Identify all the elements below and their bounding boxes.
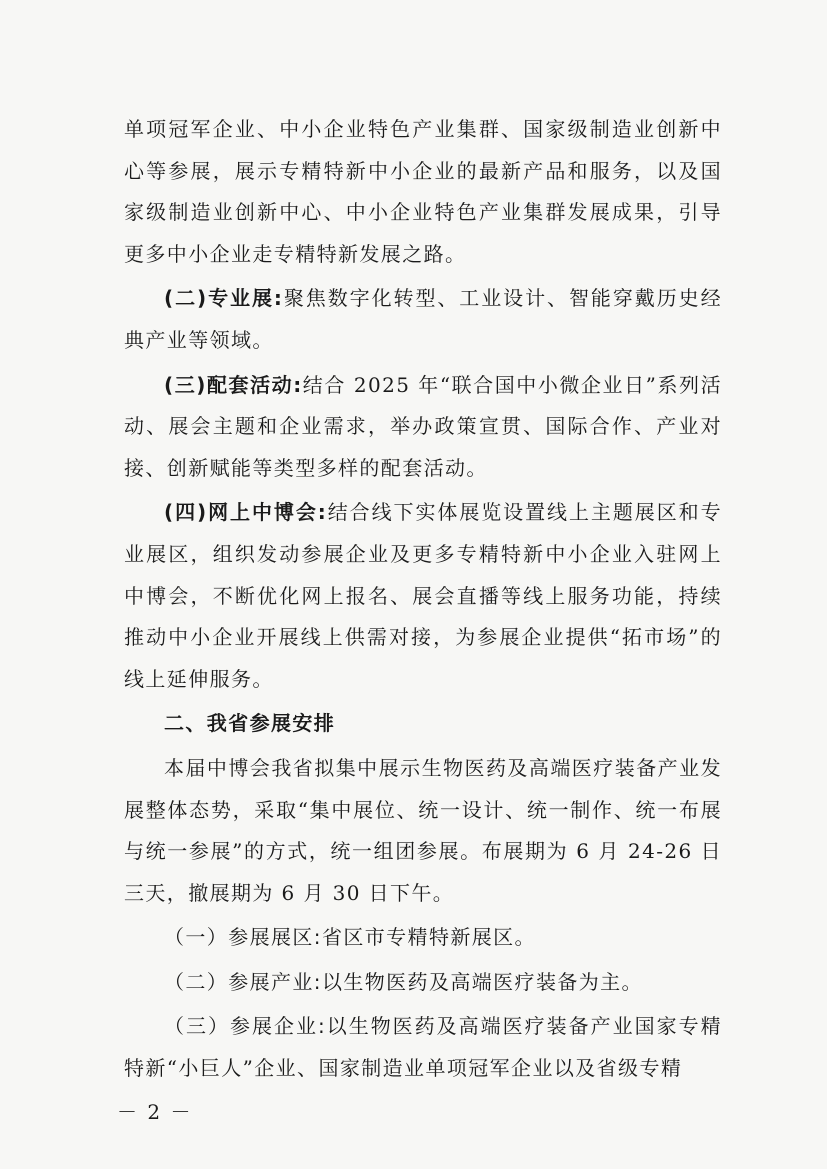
paragraph-exhibition-zone [124, 917, 722, 959]
paragraph-exhibiting-companies [124, 1006, 722, 1089]
sub-lead-exhibition-industry: （二）参展产业: [164, 969, 322, 994]
paragraph-online-expo [124, 492, 722, 700]
document-body [124, 109, 722, 1090]
item-text-online-expo: 结合线下实体展览设置线上主题展区和专业展区，组织发动参展企业及更多专精特新中小企业入驻网上中博会，不断优化网上报名、展会直播等线上服务功能，持续推动中小企业开展线上供需对接，为参展企业提供“拓市场”的线上延伸服务。 [124, 500, 722, 691]
page-number: － 2 － [117, 1100, 193, 1124]
sub-lead-exhibition-zone: （一）参展展区: [164, 925, 322, 950]
paragraph-continuation: 单项冠军企业、中小企业特色产业集群、国家级制造业创新中心等参展，展示专精特新中小企业的最新产品和服务，以及国家级制造业创新中心、中小企业特色产业集群发展成果，引导更多中小企业走专精特新发展之路。 [124, 117, 722, 266]
paragraph-professional-exhibition [124, 278, 722, 361]
paragraph-supporting-activities [124, 365, 722, 490]
item-lead-online-expo: (四)网上中博会: [164, 500, 328, 525]
item-text-professional-exhibition: 聚焦数字化转型、工业设计、智能穿戴历史经典产业等领域。 [124, 286, 722, 352]
sub-text-exhibiting-companies: 以生物医药及高端医疗装备产业国家专精特新“小巨人”企业、国家制造业单项冠军企业以及省级专精 [124, 1014, 722, 1081]
item-lead-professional-exhibition: (二)专业展: [164, 286, 284, 311]
sub-lead-exhibiting-companies: （三）参展企业: [164, 1014, 327, 1039]
sub-text-exhibition-industry: 以生物医药及高端医疗装备为主。 [321, 969, 643, 994]
item-lead-supporting-activities: (三)配套活动: [164, 372, 303, 397]
paragraph-exhibition-industry [124, 962, 722, 1004]
sub-text-exhibition-zone: 省区市专精特新展区。 [321, 925, 536, 950]
paragraph-section-intro: 本届中博会我省拟集中展示生物医药及高端医疗装备产业发展整体态势，采取“集中展位、统一设计、统一制作、统一布展与统一参展”的方式，统一组团参展。布展期为 6 月 24-26 日三天，撤展期为 6 月 30 日下午。 [124, 755, 722, 905]
item-text-supporting-activities: 结合 2025 年“联合国中小微企业日”系列活动、展会主题和企业需求，举办政策宣贯、国际合作、产业对接、创新赋能等类型多样的配套活动。 [124, 372, 722, 480]
section-heading: 二、我省参展安排 [164, 711, 336, 736]
